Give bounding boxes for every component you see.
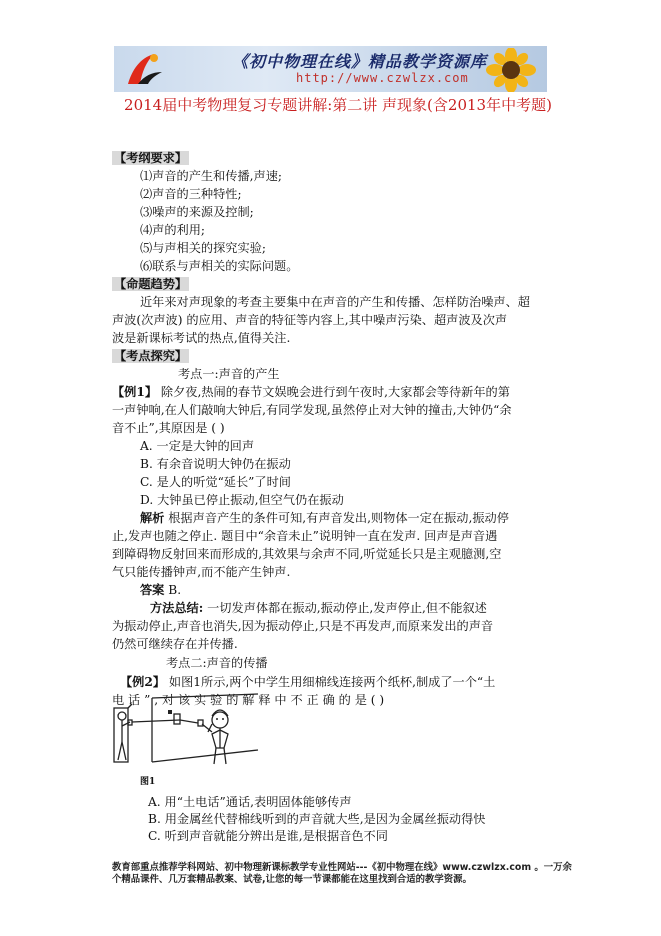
point2-title: 考点二:声音的传播 bbox=[166, 656, 268, 670]
example2-text: 如图1所示,两个中学生用细棉线连接两个纸杯,制成了一个“土 bbox=[168, 675, 496, 689]
outline-item: ⑶噪声的来源及控制; bbox=[140, 205, 254, 219]
example1-option-a: A. 一定是大钟的回声 bbox=[140, 439, 255, 453]
example1-text: 除夕夜,热闹的春节文娱晚会进行到午夜时,大家都会等待新年的第 bbox=[160, 385, 510, 399]
summary-text: 一切发声体都在振动,振动停止,发声停止,但不能叙述 bbox=[207, 601, 487, 615]
outline-header: 【考纲要求】 bbox=[114, 151, 188, 165]
summary-text: 仍然可继续存在并传播. bbox=[112, 637, 238, 651]
site-logo-icon bbox=[124, 50, 164, 88]
analysis-text: 根据声音产生的条件可知,有声音发出,则物体一定在振动,振动停 bbox=[168, 511, 509, 525]
trend-paragraph: 声波(次声波) 的应用、声音的特征等内容上,其中噪声污染、超声波及次声 bbox=[112, 313, 508, 327]
analysis-text: 到障碍物反射回来而形成的,其效果与余声不同,听觉延长只是主观臆测,空 bbox=[112, 547, 502, 561]
footer-line-1: 教育部重点推荐学科网站、初中物理新课标教学专业性网站---《初中物理在线》www.czwlzx.com 。一万余 bbox=[112, 862, 572, 873]
outline-item: ⑸与声相关的探究实验; bbox=[140, 241, 266, 255]
analysis-text: 气只能传播钟声,而不能产生钟声. bbox=[112, 565, 291, 579]
outline-item: ⑴声音的产生和传播,声速; bbox=[140, 169, 283, 183]
example1-option-c: C. 是人的听觉“延长”了时间 bbox=[140, 475, 291, 489]
example2-label: 【例2】 bbox=[120, 675, 166, 689]
example1-option-d: D. 大钟虽已停止振动,但空气仍在振动 bbox=[140, 493, 344, 507]
example2-option-a: A. 用“土电话”通话,表明固体能够传声 bbox=[148, 795, 352, 809]
outline-item: ⑹联系与声相关的实际问题。 bbox=[140, 259, 299, 273]
figure-caption: 图1 bbox=[140, 777, 156, 787]
outline-item: ⑷声的利用; bbox=[140, 223, 206, 237]
example1-text: 一声钟响,在人们敲响大钟后,有同学发现,虽然停止对大钟的撞击,大钟仍“余 bbox=[112, 403, 512, 417]
example2-option-c: C. 听到声音就能分辨出是谁,是根据音色不同 bbox=[148, 829, 388, 843]
string-telephone-figure bbox=[112, 690, 260, 782]
trend-header: 【命题趋势】 bbox=[114, 277, 188, 291]
banner-url[interactable]: http://www.czwlzx.com bbox=[296, 71, 469, 85]
example2-text: 电 话 ” , 对 该 实 验 的 解 释 中 不 正 确 的 是 ( ) bbox=[112, 693, 385, 707]
trend-paragraph: 近年来对声现象的考查主要集中在声音的产生和传播、怎样防治噪声、超 bbox=[140, 295, 530, 309]
sunflower-icon bbox=[481, 48, 541, 92]
banner-slogan: 《初中物理在线》精品教学资源库 bbox=[232, 52, 488, 71]
example1-text: 音不止”,其原因是 ( ) bbox=[112, 421, 225, 435]
explore-header: 【考点探究】 bbox=[114, 349, 188, 363]
footer-line-2: 个精品课件、几万套精品教案、试卷,让您的每一节课都能在这里找到合适的教学资源。 bbox=[112, 874, 472, 885]
trend-paragraph: 波是新课标考试的热点,值得关注. bbox=[112, 331, 291, 345]
outline-item: ⑵声音的三种特性; bbox=[140, 187, 242, 201]
summary-text: 为振动停止,声音也消失,因为振动停止,只是不再发声,而原来发出的声音 bbox=[112, 619, 494, 633]
example2-option-b: B. 用金属丝代替棉线听到的声音就大些,是因为金属丝振动得快 bbox=[148, 812, 486, 826]
analysis-label: 解析 bbox=[140, 511, 165, 525]
answer-value: B. bbox=[168, 583, 182, 597]
example1-label: 【例1】 bbox=[112, 385, 158, 399]
summary-label: 方法总结: bbox=[150, 601, 204, 615]
example1-option-b: B. 有余音说明大钟仍在振动 bbox=[140, 457, 291, 471]
analysis-text: 止,发声也随之停止. 题目中“余音未止”说明钟一直在发声. 回声是声音遇 bbox=[112, 529, 498, 543]
document-title: 2014届中考物理复习专题讲解:第二讲 声现象(含2013年中考题) bbox=[124, 96, 552, 114]
header-banner bbox=[114, 46, 547, 92]
point1-title: 考点一:声音的产生 bbox=[178, 367, 280, 381]
answer-label: 答案 bbox=[140, 583, 165, 597]
